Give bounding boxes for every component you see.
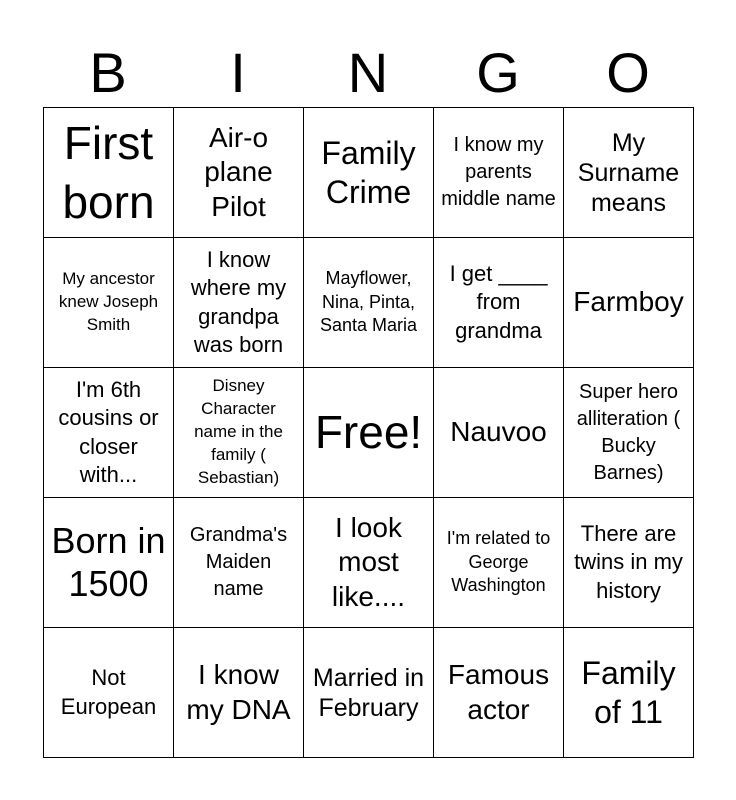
bingo-cell[interactable]: Nauvoo <box>434 368 564 498</box>
bingo-header <box>43 40 693 106</box>
bingo-cell[interactable]: Air-o plane Pilot <box>174 108 304 238</box>
bingo-cell[interactable]: First born <box>44 108 174 238</box>
bingo-cell[interactable]: Famous actor <box>434 628 564 758</box>
header-letter-g: G <box>476 41 520 104</box>
bingo-cell[interactable]: I'm related to George Washington <box>434 498 564 628</box>
bingo-cell[interactable]: Married in February <box>304 628 434 758</box>
bingo-cell[interactable]: Family of 11 <box>564 628 694 758</box>
bingo-cell[interactable]: I know my parents middle name <box>434 108 564 238</box>
bingo-cell[interactable]: I'm 6th cousins or closer with... <box>44 368 174 498</box>
header-letter-n: N <box>347 41 389 104</box>
bingo-board <box>43 107 694 758</box>
bingo-cell[interactable]: Farmboy <box>564 238 694 368</box>
bingo-cell[interactable]: Grandma's Maiden name <box>174 498 304 628</box>
bingo-cell[interactable]: Super hero alliteration ( Bucky Barnes) <box>564 368 694 498</box>
header-letter-o: O <box>606 41 650 104</box>
bingo-cell[interactable]: I look most like.... <box>304 498 434 628</box>
bingo-cell[interactable]: I get ____ from grandma <box>434 238 564 368</box>
bingo-cell[interactable]: Not European <box>44 628 174 758</box>
bingo-cell[interactable]: I know where my grandpa was born <box>174 238 304 368</box>
bingo-cell[interactable]: Family Crime <box>304 108 434 238</box>
header-letter-i: I <box>230 41 246 104</box>
bingo-cell[interactable]: Disney Character name in the family ( Sebastian) <box>174 368 304 498</box>
free-space[interactable]: Free! <box>304 368 434 498</box>
bingo-cell[interactable]: My ancestor knew Joseph Smith <box>44 238 174 368</box>
bingo-cell[interactable]: My Surname means <box>564 108 694 238</box>
bingo-cell[interactable]: I know my DNA <box>174 628 304 758</box>
header-letter-b: B <box>89 41 127 104</box>
bingo-cell[interactable]: Born in 1500 <box>44 498 174 628</box>
bingo-cell[interactable]: There are twins in my history <box>564 498 694 628</box>
bingo-cell[interactable]: Mayflower, Nina, Pinta, Santa Maria <box>304 238 434 368</box>
